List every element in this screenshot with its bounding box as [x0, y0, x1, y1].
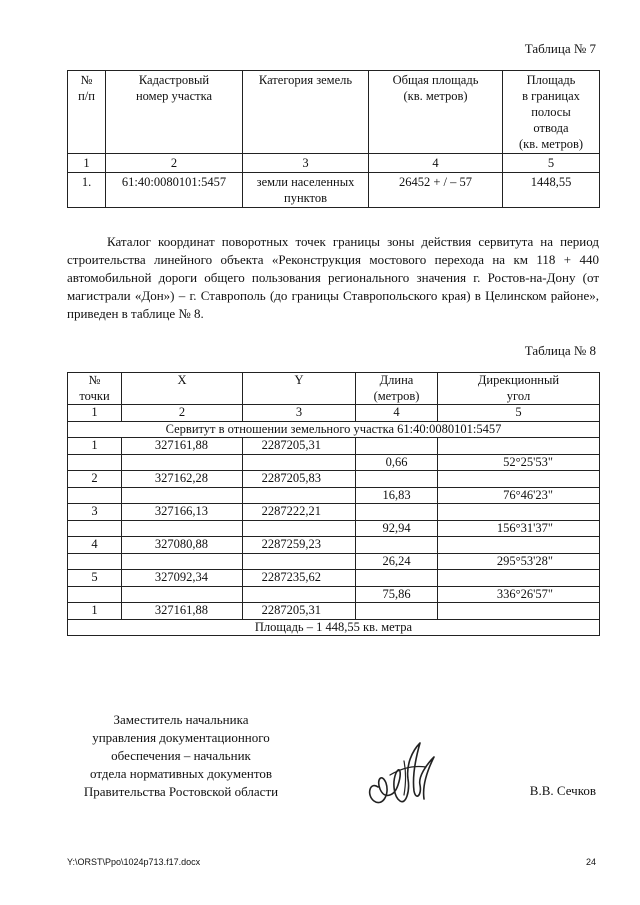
- table8-header-row: [68, 373, 600, 405]
- table8-segment-row: [68, 553, 600, 570]
- table7-index-row: [68, 154, 600, 173]
- point-x: 327161,88: [122, 438, 243, 455]
- point-x: 327166,13: [122, 504, 243, 521]
- table8-area-total: Площадь – 1 448,55 кв. метра: [68, 619, 600, 636]
- table8-header: Дирекционный угол: [438, 373, 600, 405]
- table7-header-row: [68, 71, 600, 154]
- point-y: 2287235,62: [243, 570, 356, 587]
- point-y: 2287205,31: [243, 603, 356, 620]
- empty-cell: [122, 454, 243, 471]
- table8-point-row: [68, 537, 600, 554]
- table7-cell: 26452 + / – 57: [369, 173, 503, 208]
- empty-cell: [243, 553, 356, 570]
- segment-length: 92,94: [356, 520, 438, 537]
- signatory-title-line: Правительства Ростовской области: [83, 784, 279, 799]
- point-x: 327092,34: [122, 570, 243, 587]
- table7-header: Кадастровый номер участка: [106, 71, 243, 154]
- signatory-title-line: отдела нормативных документов: [90, 766, 272, 781]
- table7-header: Площадь в границах полосы отвода (кв. метров): [503, 71, 600, 154]
- segment-length: 26,24: [356, 553, 438, 570]
- table8-segment-row: [68, 487, 600, 504]
- segment-angle: 76°46'23": [438, 487, 600, 504]
- table8-point-row: [68, 504, 600, 521]
- table7-index-cell: 2: [106, 154, 243, 173]
- empty-cell: [356, 438, 438, 455]
- empty-cell: [122, 520, 243, 537]
- signatory-name: В.В. Сечков: [529, 783, 596, 798]
- handwritten-signature: [360, 735, 440, 811]
- table7-index-cell: 4: [369, 154, 503, 173]
- table8-point-row: [68, 471, 600, 488]
- table8-header: Y: [243, 373, 356, 405]
- point-number: 5: [68, 570, 122, 587]
- segment-angle: 156°31'37": [438, 520, 600, 537]
- table8-label: Таблица № 8: [524, 343, 596, 358]
- empty-cell: [243, 586, 356, 603]
- segment-angle: 336°26'57": [438, 586, 600, 603]
- table7-header: № п/п: [68, 71, 106, 154]
- segment-length: 0,66: [356, 454, 438, 471]
- table8-index-cell: 2: [122, 405, 243, 422]
- empty-cell: [438, 438, 600, 455]
- signatory-title-line: Заместитель начальника: [113, 712, 249, 727]
- table7-cell: земли населенных пунктов: [243, 173, 369, 208]
- empty-cell: [122, 553, 243, 570]
- table8-index-cell: 5: [438, 405, 600, 422]
- table8-footer-row: [68, 619, 600, 636]
- table8-section-row: [68, 421, 600, 438]
- empty-cell: [243, 487, 356, 504]
- signatory-title-line: управления документационного: [92, 730, 270, 745]
- table8-point-row: [68, 603, 600, 620]
- point-number: 4: [68, 537, 122, 554]
- table7-cell: 1448,55: [503, 173, 600, 208]
- point-x: 327080,88: [122, 537, 243, 554]
- empty-cell: [68, 454, 122, 471]
- signatory-title-line: обеспечения – начальник: [111, 748, 251, 763]
- empty-cell: [356, 537, 438, 554]
- point-number: 1: [68, 603, 122, 620]
- table7-header: Категория земель: [243, 71, 369, 154]
- empty-cell: [243, 520, 356, 537]
- empty-cell: [356, 570, 438, 587]
- table-7: [67, 70, 600, 208]
- empty-cell: [68, 520, 122, 537]
- table7-index-cell: 3: [243, 154, 369, 173]
- point-number: 1: [68, 438, 122, 455]
- table8-header: № точки: [68, 373, 122, 405]
- table8-segment-row: [68, 586, 600, 603]
- table7-row: [68, 173, 600, 208]
- empty-cell: [438, 537, 600, 554]
- segment-length: 75,86: [356, 586, 438, 603]
- table8-index-row: [68, 405, 600, 422]
- empty-cell: [438, 570, 600, 587]
- point-x: 327161,88: [122, 603, 243, 620]
- point-y: 2287205,83: [243, 471, 356, 488]
- empty-cell: [438, 504, 600, 521]
- empty-cell: [68, 553, 122, 570]
- table7-cell: 1.: [68, 173, 106, 208]
- empty-cell: [68, 487, 122, 504]
- empty-cell: [438, 471, 600, 488]
- signatory-title: [60, 711, 302, 801]
- point-number: 2: [68, 471, 122, 488]
- segment-angle: 52°25'53": [438, 454, 600, 471]
- table8-header: X: [122, 373, 243, 405]
- table8-point-row: [68, 570, 600, 587]
- empty-cell: [356, 504, 438, 521]
- table8-index-cell: 3: [243, 405, 356, 422]
- point-number: 3: [68, 504, 122, 521]
- catalog-paragraph: Каталог координат поворотных точек границы зоны действия сервитута на период строительства линейного объекта «Реконструкция мостового перехода на км 118 + 440 автомобильной дороги общего пользования регионального значения г. Ростов-на-Дону (от магистрали «Дон») – г. Ставрополь (до границы Ставропольского края) в Целинском районе», приведен в таблице № 8.: [67, 234, 599, 321]
- empty-cell: [438, 603, 600, 620]
- table8-index-cell: 4: [356, 405, 438, 422]
- table7-index-cell: 5: [503, 154, 600, 173]
- table7-cell: 61:40:0080101:5457: [106, 173, 243, 208]
- table7-header: Общая площадь (кв. метров): [369, 71, 503, 154]
- table8-point-row: [68, 438, 600, 455]
- table8-section-title: Сервитут в отношении земельного участка 61:40:0080101:5457: [68, 421, 600, 438]
- segment-length: 16,83: [356, 487, 438, 504]
- empty-cell: [122, 487, 243, 504]
- empty-cell: [68, 586, 122, 603]
- table8-segment-row: [68, 520, 600, 537]
- point-y: 2287259,23: [243, 537, 356, 554]
- table7-label: Таблица № 7: [524, 41, 596, 56]
- empty-cell: [122, 586, 243, 603]
- table8-header: Длина (метров): [356, 373, 438, 405]
- empty-cell: [356, 603, 438, 620]
- table8-index-cell: 1: [68, 405, 122, 422]
- empty-cell: [243, 454, 356, 471]
- table7-index-cell: 1: [68, 154, 106, 173]
- point-x: 327162,28: [122, 471, 243, 488]
- segment-angle: 295°53'28": [438, 553, 600, 570]
- file-path: Y:\ORST\Ppo\1024p713.f17.docx: [67, 857, 201, 867]
- point-y: 2287205,31: [243, 438, 356, 455]
- table-8: [67, 372, 600, 636]
- point-y: 2287222,21: [243, 504, 356, 521]
- table8-segment-row: [68, 454, 600, 471]
- page-number: 24: [585, 857, 596, 867]
- empty-cell: [356, 471, 438, 488]
